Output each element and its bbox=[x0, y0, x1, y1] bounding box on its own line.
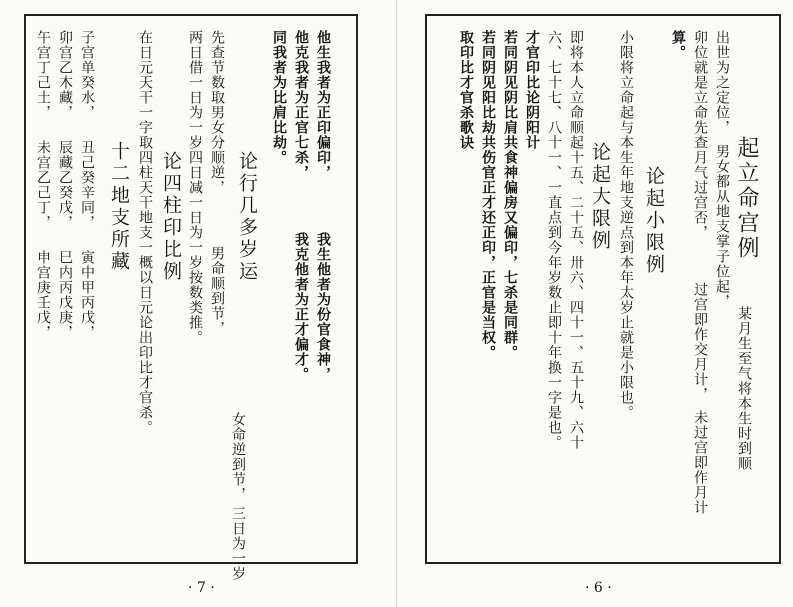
text-column: 男命顺到节， bbox=[209, 246, 225, 336]
text-column: 取印比才官杀歌诀 bbox=[458, 30, 474, 150]
text-column: 三日为一岁 bbox=[230, 506, 246, 581]
page-number: · 6 · bbox=[585, 580, 612, 596]
text-column: 丑己癸辛同， bbox=[79, 140, 95, 230]
text-column: 辰藏乙癸戊， bbox=[57, 140, 73, 230]
section-heading: 起立命宫例 bbox=[734, 136, 759, 261]
text-column: 男女都从地支掌子位起， bbox=[714, 144, 730, 309]
text-column: 卯位就是立命先查月气过宫否， bbox=[692, 30, 708, 240]
left-page-frame bbox=[24, 14, 358, 581]
section-heading: 论行几多岁运 bbox=[236, 151, 258, 283]
text-column: 我克他者为正才偏才。 bbox=[293, 232, 309, 382]
text-column: 先查节数取男女分顺逆， bbox=[209, 30, 225, 195]
text-column: 算。 bbox=[670, 30, 686, 60]
page-number: · 7 · bbox=[188, 580, 215, 596]
text-column: 巳内丙戊庚， bbox=[57, 250, 73, 340]
text-column: 若同阴见阴比肩共食神偏房又偏印，七杀是同群。 bbox=[502, 30, 518, 360]
text-column: 我生他者为份官食神， bbox=[315, 232, 331, 382]
text-column: 子宫单癸水， bbox=[79, 30, 95, 120]
text-column: 在日元天干一字取四柱天干地支一概以日元论出印比才官杀。 bbox=[137, 30, 153, 435]
text-column: 午宫丁己土， bbox=[35, 30, 51, 120]
text-column: 他生我者为正印偏印， bbox=[315, 30, 331, 180]
section-heading: 论起小限例 bbox=[643, 166, 665, 276]
right-page-frame bbox=[425, 14, 781, 564]
text-column: 过宫即作交月计， bbox=[692, 282, 708, 402]
text-column: 若同阴见阳比劫共伤官正才还正印，正官是当权。 bbox=[480, 30, 496, 360]
text-column: 两日借一日为一岁四日减一日为一岁按数类推。 bbox=[187, 30, 203, 345]
text-column: 寅中甲丙戊， bbox=[79, 250, 95, 340]
text-column: 同我者为比肩比劫。 bbox=[271, 30, 287, 165]
text-column: 某月生至气将本生时到顺 bbox=[736, 306, 752, 471]
text-column: 未过宫即作月计 bbox=[692, 410, 708, 515]
section-heading: 论起大限例 bbox=[589, 142, 611, 252]
text-column: 申宫庚壬戊， bbox=[35, 250, 51, 340]
text-column: 女命逆到节， bbox=[230, 412, 246, 502]
text-column: 出世为之定位， bbox=[714, 30, 730, 135]
text-column: 他克我者为正官七杀， bbox=[293, 30, 309, 180]
text-column: 六、七十七、八十一、一直点到今年岁数止即十年换一字是也。 bbox=[546, 30, 562, 450]
section-heading: 论四柱印比例 bbox=[160, 151, 182, 283]
section-heading: 十二地支所藏 bbox=[108, 141, 130, 273]
text-column: 小限将立命起与本生年地支逆点到本年太岁止就是小限也。 bbox=[618, 30, 634, 420]
right-page bbox=[397, 0, 793, 607]
text-column: 才官印比论阴阳计 bbox=[524, 30, 540, 150]
text-column: 即将本人立命顺起十五、二十五、卅六、四十一、五十九、六十 bbox=[568, 30, 584, 450]
left-page bbox=[0, 0, 396, 607]
text-column: 未宫乙己丁， bbox=[35, 140, 51, 230]
text-column: 卯宫乙木藏， bbox=[57, 30, 73, 120]
